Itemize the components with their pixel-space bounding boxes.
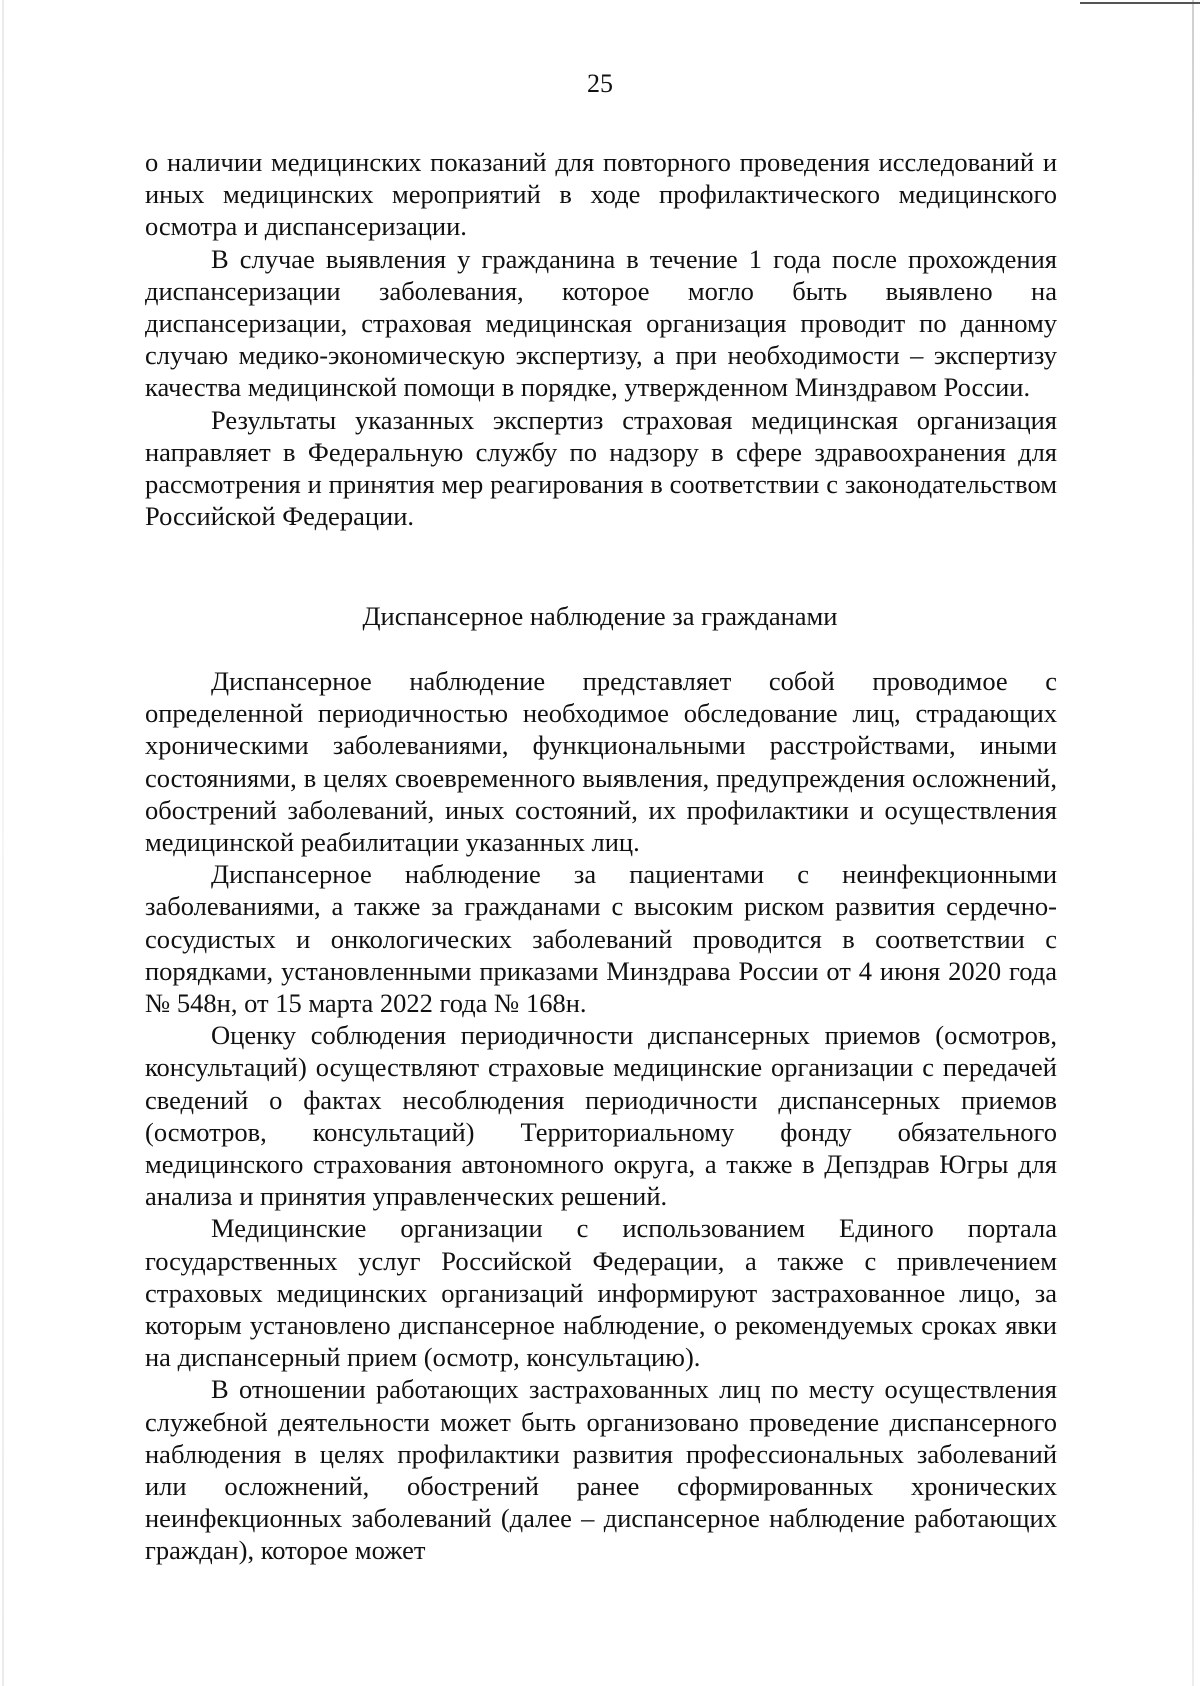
paragraph: В отношении работающих застрахованных лиц по месту осуществления служебной деятельности может быть организовано проведение диспансерного наблюдения в целях профилактики развития профессиональных заболеваний или осложнений, обострений ранее сформированных хронических неинфекционных заболеваний (далее – диспансерное наблюдение работающих граждан), которое может [145, 1374, 1057, 1566]
paragraph: Медицинские организации с использованием Единого портала государственных услуг Российской Федерации, а также с привлечением страховых медицинских организаций информируют застрахованное лицо, за которым установлено диспансерное наблюдение, о рекомендуемых сроках явки на диспансерный прием (осмотр, консультацию). [145, 1213, 1057, 1373]
text-block-bottom [145, 665, 1057, 1567]
paragraph: В случае выявления у гражданина в течение 1 года после прохождения диспансеризации заболевания, которое могло быть выявлено на диспансеризации, страховая медицинская организация проводит по данному случаю медико-экономическую экспертизу, а при необходимости – экспертизу качества медицинской помощи в порядке, утвержденном Минздравом России. [145, 243, 1057, 403]
scan-top-rule [1080, 2, 1200, 4]
scan-edge-left [2, 0, 4, 1686]
section-heading: Диспансерное наблюдение за гражданами [362, 601, 838, 631]
text-block-top [145, 146, 1057, 532]
paragraph: Диспансерное наблюдение представляет собой проводимое с определенной периодичностью необходимое обследование лиц, страдающих хроническими заболеваниями, функциональными расстройствами, иными состояниями, в целях своевременного выявления, предупреждения осложнений, обострений заболеваний, иных состояний, их профилактики и осуществления медицинской реабилитации указанных лиц. [145, 666, 1057, 858]
paragraph: Результаты указанных экспертиз страховая медицинская организация направляет в Федеральную службу по надзору в сфере здравоохранения для рассмотрения и принятия мер реагирования в соответствии с законодательством Российской Федерации. [145, 404, 1057, 532]
paragraph: о наличии медицинских показаний для повторного проведения исследований и иных медицинских мероприятий в ходе профилактического медицинского осмотра и диспансеризации. [145, 147, 1057, 242]
paragraph: Диспансерное наблюдение за пациентами с неинфекционными заболеваниями, а также за гражданами с высоким риском развития сердечно-сосудистых и онкологических заболеваний проводится в соответствии с порядками, установленными приказами Минздрава России от 4 июня 2020 года № 548н, от 15 марта 2022 года № 168н. [145, 859, 1057, 1019]
paragraph: Оценку соблюдения периодичности диспансерных приемов (осмотров, консультаций) осуществляют страховые медицинские организации с передачей сведений о фактах несоблюдения периодичности диспансерных приемов (осмотров, консультаций) Территориальному фонду обязательного медицинского страхования автономного округа, а также в Депздрав Югры для анализа и принятия управленческих решений. [145, 1020, 1057, 1212]
scan-edge-right [1192, 0, 1194, 1686]
page-number: 25 [587, 69, 613, 98]
